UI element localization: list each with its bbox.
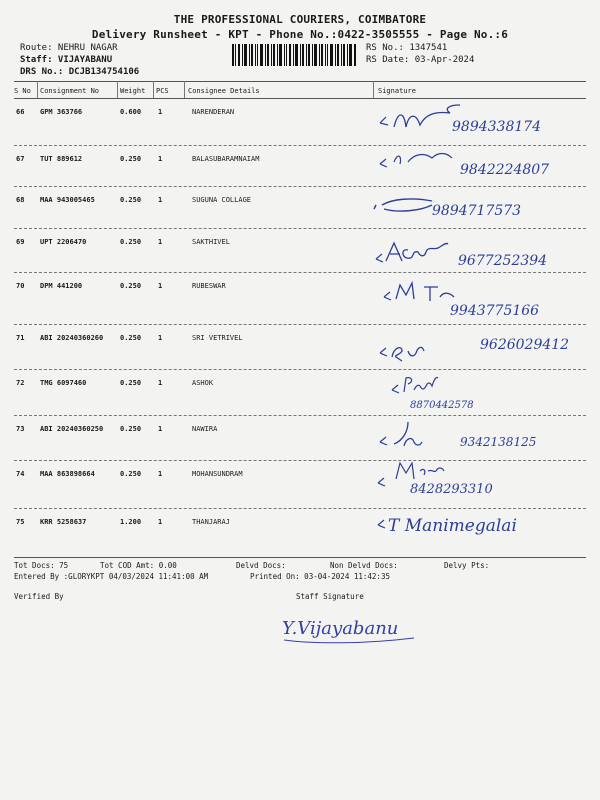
col-divider — [184, 81, 185, 98]
col-divider — [37, 81, 38, 98]
signature-phone: 8428293310 — [410, 482, 493, 497]
col-header-consignment: Consignment No — [40, 87, 100, 95]
row-weight: 0.250 — [120, 196, 142, 204]
row-consignment: MAA 943005465 — [40, 196, 95, 204]
route-label: Route: NEHRU NAGAR — [20, 43, 118, 53]
signature-phone: 9894717573 — [432, 203, 522, 219]
table-row — [0, 509, 600, 555]
row-pcs: 1 — [158, 196, 163, 204]
table-bottom-rule — [14, 557, 586, 558]
printed-on: Printed On: 03-04-2024 11:42:35 — [250, 572, 390, 581]
staff-label: Staff: VIJAYABANU — [20, 55, 113, 65]
row-pcs: 1 — [158, 282, 163, 290]
row-consignee: SUGUNA COLLAGE — [192, 196, 252, 204]
row-consignee: NAWIRA — [192, 425, 218, 433]
row-sno: 70 — [16, 282, 25, 290]
row-consignment: MAA 863898664 — [40, 470, 95, 478]
delivered-docs: Delvd Docs: — [236, 561, 286, 570]
signature-phone: 9842224807 — [460, 162, 550, 178]
row-consignment: TMG 6097460 — [40, 379, 87, 387]
row-consignee: NARENDERAN — [192, 108, 235, 116]
signature-phone: 9626029412 — [480, 337, 570, 353]
total-docs: Tot Docs: 75 — [14, 561, 69, 570]
signature-phone: 8870442578 — [410, 400, 474, 411]
rs-date: RS Date: 03-Apr-2024 — [366, 55, 475, 65]
signature-phone: 9677252394 — [458, 253, 548, 269]
row-consignment: ABI 20240360260 — [40, 334, 104, 342]
col-header-signature: Signature — [378, 87, 416, 95]
total-cod-amount: Tot COD Amt: 0.00 — [100, 561, 177, 570]
verified-by-label: Verified By — [14, 592, 64, 601]
row-weight: 0.600 — [120, 108, 142, 116]
row-weight: 1.200 — [120, 518, 142, 526]
row-pcs: 1 — [158, 334, 163, 342]
row-consignee: ASHOK — [192, 379, 214, 387]
row-weight: 0.250 — [120, 238, 142, 246]
row-weight: 0.250 — [120, 282, 142, 290]
runsheet-subtitle: Delivery Runsheet - KPT - Phone No.:0422-3505555 - Page No.:6 — [91, 28, 509, 41]
row-sno: 72 — [16, 379, 25, 387]
company-title: THE PROFESSIONAL COURIERS, COIMBATORE — [173, 13, 427, 26]
col-header-sno: S No — [14, 87, 31, 95]
col-divider — [117, 81, 118, 98]
row-consignee: THANJARAJ — [192, 518, 230, 526]
row-sno: 74 — [16, 470, 25, 478]
col-divider — [153, 81, 154, 98]
row-consignee: BALASUBARAMNAIAM — [192, 155, 260, 163]
row-consignment: UPT 2206470 — [40, 238, 87, 246]
barcode-image — [232, 44, 356, 66]
signature-name: T Manimegalai — [388, 516, 517, 536]
row-sno: 73 — [16, 425, 25, 433]
row-consignee: SRI VETRIVEL — [192, 334, 243, 342]
row-weight: 0.250 — [120, 334, 142, 342]
row-signature — [370, 497, 595, 559]
row-pcs: 1 — [158, 108, 163, 116]
row-consignee: SAKTHIVEL — [192, 238, 230, 246]
row-weight: 0.250 — [120, 425, 142, 433]
row-sno: 75 — [16, 518, 25, 526]
non-delivered-docs: Non Delvd Docs: — [330, 561, 398, 570]
row-sno: 71 — [16, 334, 25, 342]
row-consignment: ABI 20240360250 — [40, 425, 104, 433]
row-weight: 0.250 — [120, 470, 142, 478]
row-consignment: KRR 5258637 — [40, 518, 87, 526]
row-sno: 69 — [16, 238, 25, 246]
row-pcs: 1 — [158, 238, 163, 246]
row-sno: 67 — [16, 155, 25, 163]
rs-number: RS No.: 1347541 — [366, 43, 448, 53]
row-weight: 0.250 — [120, 379, 142, 387]
row-consignee: MOHANSUNDRAM — [192, 470, 243, 478]
staff-signature — [280, 608, 430, 648]
row-pcs: 1 — [158, 155, 163, 163]
entered-by: Entered By :GLORYKPT 04/03/2024 11:41:00 AM — [14, 572, 209, 581]
row-consignment: DPM 441200 — [40, 282, 83, 290]
delivery-points: Delvy Pts: — [444, 561, 490, 570]
col-header-weight: Weight — [120, 87, 146, 95]
row-consignment: GPM 363766 — [40, 108, 83, 116]
col-header-consignee: Consignee Details — [188, 87, 260, 95]
row-sno: 68 — [16, 196, 25, 204]
row-consignment: TUT 889612 — [40, 155, 83, 163]
col-header-pcs: PCS — [156, 87, 169, 95]
row-pcs: 1 — [158, 425, 163, 433]
signature-phone: 9894338174 — [452, 119, 542, 135]
signature-phone: 9342138125 — [460, 435, 537, 449]
staff-signature-label: Staff Signature — [296, 592, 364, 601]
row-weight: 0.250 — [120, 155, 142, 163]
row-consignee: RUBESWAR — [192, 282, 226, 290]
row-pcs: 1 — [158, 518, 163, 526]
staff-signature-text: Y.Vijayabanu — [282, 618, 399, 639]
row-pcs: 1 — [158, 470, 163, 478]
signature-phone: 9943775166 — [450, 303, 540, 319]
row-sno: 66 — [16, 108, 25, 116]
drs-number: DRS No.: DCJB134754106 — [20, 67, 140, 77]
table-top-rule — [14, 81, 586, 82]
row-pcs: 1 — [158, 379, 163, 387]
